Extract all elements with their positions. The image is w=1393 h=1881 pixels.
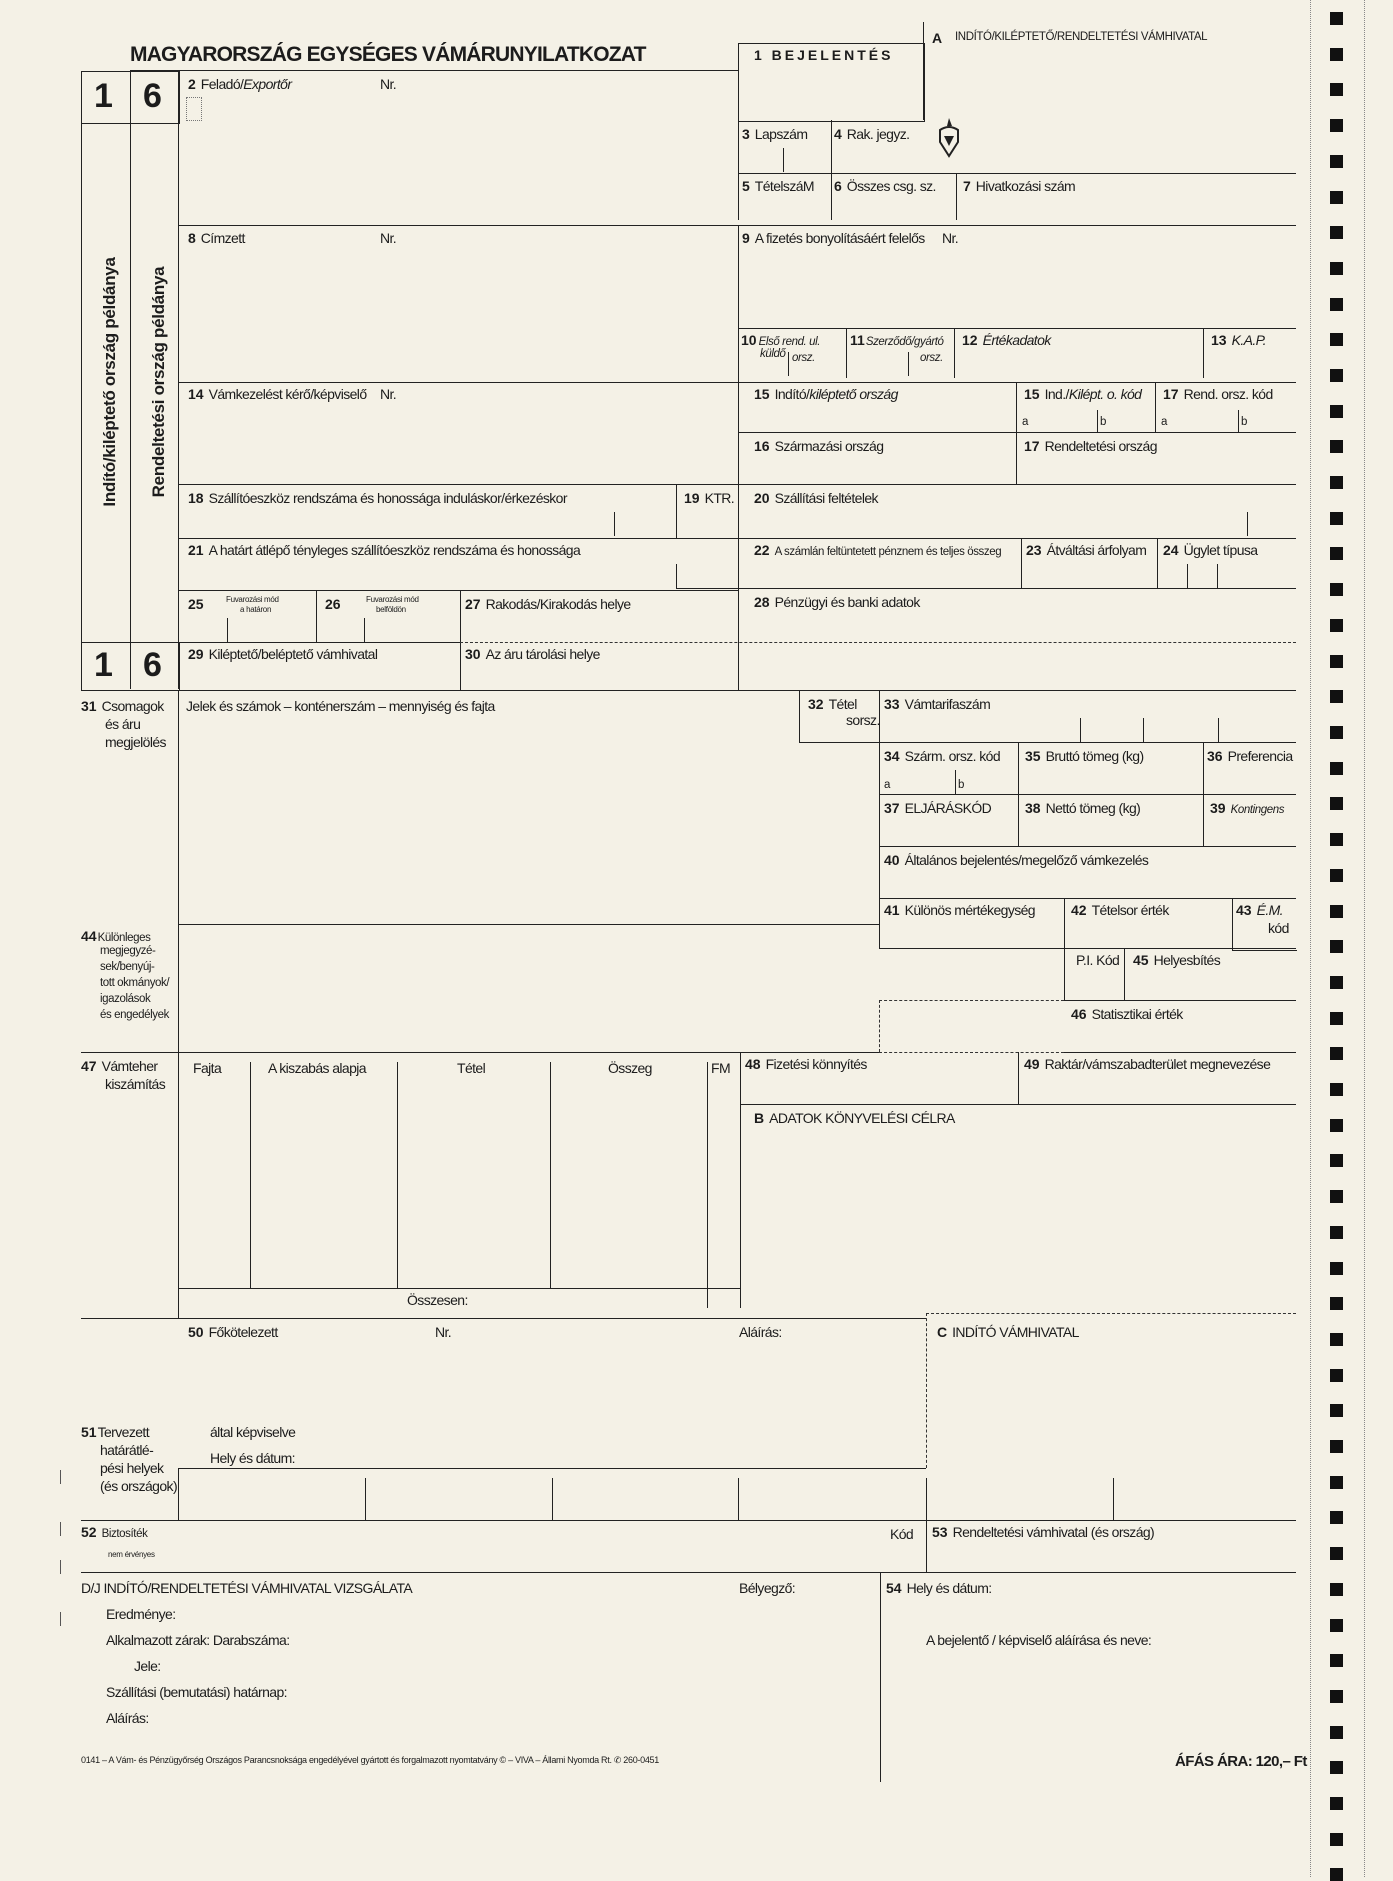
feed-hole — [1330, 1761, 1343, 1774]
feed-hole — [1330, 1654, 1343, 1667]
feed-hole — [1330, 440, 1343, 453]
field-36-preference[interactable]: 36 Preferencia — [1207, 748, 1293, 764]
side-label-exporting-country-copy: Indító/kiléptető ország példánya — [100, 257, 119, 507]
tractor-feed-strip — [1330, 0, 1350, 1877]
feed-hole — [1330, 1868, 1343, 1881]
field-53-destination-office[interactable]: 53 Rendeltetési vámhivatal (és ország) — [932, 1524, 1155, 1540]
field-38-net-mass[interactable]: 38 Nettó tömeg (kg) — [1025, 800, 1141, 816]
dj-seal-marks[interactable]: Jele: — [134, 1658, 161, 1674]
field-46-statistical-value[interactable]: 46 Statisztikai érték — [1071, 1006, 1183, 1022]
field-44-line5: igazolások — [100, 993, 151, 1005]
field-34-origin-code[interactable]: 34 Szárm. orsz. kód — [884, 748, 1001, 764]
field-26-line1: Fuvarozási mód — [366, 595, 419, 604]
field-dj-control[interactable]: D/J INDÍTÓ/RENDELTETÉSI VÁMHIVATAL VIZSGÁLATA — [81, 1580, 413, 1596]
field-31-packages[interactable]: 31 Csomagok — [81, 698, 164, 714]
feed-hole — [1330, 1797, 1343, 1810]
feed-hole — [1330, 690, 1343, 703]
feed-hole — [1330, 547, 1343, 560]
field-13-cap[interactable]: 13 K.A.P. — [1211, 332, 1266, 348]
field-37-procedure-code[interactable]: 37 ELJÁRÁSKÓD — [884, 800, 992, 816]
sub-b-17: b — [1241, 416, 1247, 428]
feed-hole — [1330, 655, 1343, 668]
feed-hole — [1330, 512, 1343, 525]
feed-hole — [1330, 298, 1343, 311]
field-7-reference-number[interactable]: 7 Hivatkozási szám — [963, 178, 1076, 194]
field-51-line3: pési helyek — [100, 1460, 164, 1476]
field-9-payment-responsible[interactable]: 9 A fizetés bonyolításáért felelős — [742, 230, 925, 246]
field-17-country-destination[interactable]: 17 Rendeltetési ország — [1024, 438, 1157, 454]
col-type: Fajta — [193, 1060, 222, 1076]
field-47-duty-calculation[interactable]: 47 Vámteher — [81, 1058, 158, 1074]
field-21-active-transport[interactable]: 21 A határt átlépő tényleges szállítóeszköz rendszáma és honossága — [188, 542, 581, 558]
feed-hole — [1330, 1833, 1343, 1846]
field-26-line2: belföldön — [376, 605, 406, 614]
field-11-line2: orsz. — [920, 352, 943, 364]
feed-hole — [1330, 12, 1343, 25]
side-label-destination-country-copy: Rendeltetési ország példánya — [149, 266, 168, 498]
field-15-dispatch-code[interactable]: 15 Ind./Kilépt. o. kód — [1024, 386, 1142, 402]
feed-hole — [1330, 1690, 1343, 1703]
perforation-line — [1310, 0, 1311, 1877]
field-50-nr: Nr. — [435, 1324, 452, 1340]
pi-code-label: P.I. Kód — [1076, 952, 1120, 968]
feed-hole — [1330, 1297, 1343, 1310]
feed-hole — [1330, 1154, 1343, 1167]
feed-hole — [1330, 83, 1343, 96]
feed-hole — [1330, 940, 1343, 953]
field-14-declarant[interactable]: 14 Vámkezelést kérő/képviselő — [188, 386, 367, 402]
feed-hole — [1330, 1476, 1343, 1489]
field-10-line2: küldő — [760, 348, 786, 360]
field-10-first-destination[interactable]: 10 Első rend. ul. — [741, 332, 821, 348]
feed-hole — [1330, 405, 1343, 418]
field-51-line2: határátlé- — [100, 1442, 154, 1458]
field-44-line6: és engedélyek — [100, 1009, 169, 1021]
field-2-nr: Nr. — [380, 76, 397, 92]
copy-number-left-top: 1 — [94, 77, 113, 115]
col-tax-base: A kiszabás alapja — [268, 1060, 366, 1076]
feed-hole — [1330, 1369, 1343, 1382]
field-27-loading-place[interactable]: 27 Rakodás/Kirakodás helye — [465, 596, 631, 612]
field-10-line3: orsz. — [792, 352, 815, 364]
field-31-line2: és áru — [105, 716, 141, 732]
field-14-nr: Nr. — [380, 386, 397, 402]
field-49-warehouse[interactable]: 49 Raktár/vámszabadterület megnevezése — [1024, 1056, 1271, 1072]
field-12-value-details[interactable]: 12 Értékadatok — [962, 332, 1051, 348]
field-15-country-dispatch[interactable]: 15 Indító/kiléptető ország — [754, 386, 898, 402]
field-24-transaction-type[interactable]: 24 Ügylet típusa — [1163, 542, 1258, 558]
sub-b-15: b — [1100, 416, 1106, 428]
field-44-line2: megjegyzé- — [100, 945, 156, 957]
feed-hole — [1330, 1583, 1343, 1596]
field-20-delivery-terms[interactable]: 20 Szállítási feltételek — [754, 490, 878, 506]
feed-hole — [1330, 1119, 1343, 1132]
field-42-item-price[interactable]: 42 Tételsor érték — [1071, 902, 1169, 918]
field-22-currency-amount[interactable]: 22 A számlán feltüntetett pénznem és teljes összeg — [754, 542, 1002, 558]
sub-a-15: a — [1022, 416, 1028, 428]
field-52-guarantee[interactable]: 52 Biztosíték — [81, 1524, 148, 1540]
field-52-code: Kód — [890, 1526, 914, 1542]
box-1-label: 1 BEJELENTÉS — [754, 47, 894, 63]
field-29-exit-office[interactable]: 29 Kiléptető/beléptető vámhivatal — [188, 646, 378, 662]
feed-hole — [1330, 119, 1343, 132]
feed-hole — [1330, 619, 1343, 632]
field-31-description: Jelek és számok – konténerszám – mennyiség és fajta — [186, 698, 495, 714]
field-54-declarant-signature[interactable]: A bejelentő / képviselő aláírása és neve: — [926, 1632, 1152, 1648]
field-4-loading-list[interactable]: 4 Rak. jegyz. — [834, 126, 910, 142]
feed-hole — [1330, 1262, 1343, 1275]
col-mp: FM — [711, 1060, 731, 1076]
field-b-accounting[interactable]: B ADATOK KÖNYVELÉSI CÉLRA — [754, 1110, 955, 1126]
total-label: Összesen: — [407, 1292, 468, 1308]
feed-hole — [1330, 155, 1343, 168]
feed-hole — [1330, 869, 1343, 882]
field-c-departure-office[interactable]: C INDÍTÓ VÁMHIVATAL — [937, 1324, 1079, 1340]
field-54-place-date[interactable]: 54 Hely és dátum: — [886, 1580, 992, 1596]
field-51-transit-offices[interactable]: 51Tervezett — [81, 1424, 149, 1440]
dj-time-limit[interactable]: Szállítási (bemutatási) határnap: — [106, 1684, 287, 1700]
field-23-exchange-rate[interactable]: 23 Átváltási árfolyam — [1026, 542, 1147, 558]
field-50-signature[interactable]: Aláírás: — [739, 1324, 782, 1340]
field-43-line2: kód — [1268, 920, 1289, 936]
field-6-total-packages[interactable]: 6 Összes csg. sz. — [834, 178, 936, 194]
field-48-deferred-payment[interactable]: 48 Fizetési könnyítés — [745, 1056, 867, 1072]
field-32-item-number[interactable]: 32 Tétel — [808, 696, 857, 712]
stamp-label: Bélyegző: — [739, 1580, 796, 1596]
footer-price: ÁFÁS ÁRA: 120,– Ft — [1175, 1753, 1307, 1770]
dj-signature[interactable]: Aláírás: — [106, 1710, 149, 1726]
feed-hole — [1330, 1190, 1343, 1203]
sub-a-17: a — [1161, 416, 1167, 428]
field-8-nr: Nr. — [380, 230, 397, 246]
feed-hole — [1330, 476, 1343, 489]
field-25-mode-border[interactable]: 25 — [188, 596, 204, 612]
field-45-adjustment[interactable]: 45 Helyesbítés — [1133, 952, 1221, 968]
field-47-line2: kiszámítás — [105, 1076, 166, 1092]
field-33-commodity-code[interactable]: 33 Vámtarifaszám — [884, 696, 991, 712]
dj-result[interactable]: Eredménye: — [106, 1606, 176, 1622]
field-50-represented-by: által képviselve — [210, 1424, 296, 1440]
field-32-line2: sorsz. — [846, 712, 880, 728]
field-17-destination-code[interactable]: 17 Rend. orsz. kód — [1163, 386, 1273, 402]
feed-hole — [1330, 1404, 1343, 1417]
field-50-place-date[interactable]: Hely és dátum: — [210, 1450, 295, 1466]
feed-hole — [1330, 1440, 1343, 1453]
sub-b-34: b — [958, 779, 964, 791]
box-a-label: INDÍTÓ/KILÉPTETŐ/RENDELTETÉSI VÁMHIVATAL — [955, 31, 1208, 43]
state-emblem-icon — [934, 116, 964, 162]
field-51-line4: (és országok) — [100, 1478, 178, 1494]
field-28-financial-data[interactable]: 28 Pénzügyi és banki adatok — [754, 594, 920, 610]
form-title: MAGYARORSZÁG EGYSÉGES VÁMÁRUNYILATKOZAT — [130, 43, 646, 66]
field-3-sheet-number[interactable]: 3 Lapszám — [742, 126, 808, 142]
field-35-gross-mass[interactable]: 35 Bruttó tömeg (kg) — [1025, 748, 1144, 764]
feed-hole — [1330, 976, 1343, 989]
field-41-supplementary-units[interactable]: 41 Különös mértékegység — [884, 902, 1035, 918]
field-18-transport-identity[interactable]: 18 Szállítóeszköz rendszáma és honossága induláskor/érkezéskor — [188, 490, 567, 506]
feed-hole — [1330, 1333, 1343, 1346]
field-5-items[interactable]: 5 TételszáM — [742, 178, 814, 194]
feed-hole — [1330, 1726, 1343, 1739]
feed-hole — [1330, 1226, 1343, 1239]
feed-hole — [1330, 762, 1343, 775]
field-40-previous-document[interactable]: 40 Általános bejelentés/megelőző vámkezelés — [884, 852, 1149, 868]
field-26-mode-inland[interactable]: 26 — [325, 596, 341, 612]
feed-hole — [1330, 226, 1343, 239]
field-44-additional-info[interactable]: 44Különleges — [81, 928, 151, 944]
field-44-line3: sek/benyúj- — [100, 961, 155, 973]
feed-hole — [1330, 1619, 1343, 1632]
field-16-country-origin[interactable]: 16 Származási ország — [754, 438, 884, 454]
feed-hole — [1330, 1511, 1343, 1524]
footer-print-note: 0141 – A Vám- és Pénzügyőrség Országos Parancsnoksága engedélyével gyártott és forgalmazott nyomtatvány © – VIVA – Állami Nyomda Rt. ✆ 260-0451 — [81, 1755, 659, 1765]
field-44-line4: tott okmányok/ — [100, 977, 170, 989]
col-amount: Összeg — [608, 1060, 652, 1076]
field-50-principal[interactable]: 50 Főkötelezett — [188, 1324, 278, 1340]
copy-number-left-bottom: 1 — [94, 646, 113, 684]
feed-hole — [1330, 833, 1343, 846]
field-52-line2: nem érvényes — [108, 1550, 155, 1559]
field-19-container[interactable]: 19 KTR. — [684, 490, 735, 506]
field-31-line3: megjelölés — [105, 734, 166, 750]
sub-a-34: a — [884, 779, 890, 791]
field-25-line2: a határon — [240, 605, 272, 614]
field-39-quota[interactable]: 39 Kontingens — [1210, 800, 1285, 816]
feed-hole — [1330, 191, 1343, 204]
field-43-valuation-method[interactable]: 43 É.M. — [1236, 902, 1283, 918]
feed-hole — [1330, 262, 1343, 275]
feed-hole — [1330, 1047, 1343, 1060]
feed-hole — [1330, 369, 1343, 382]
dj-seals[interactable]: Alkalmazott zárak: Darabszáma: — [106, 1632, 290, 1648]
feed-hole — [1330, 333, 1343, 346]
col-rate: Tétel — [457, 1060, 486, 1076]
field-2-consignor[interactable]: 2 Feladó/Exportőr — [188, 76, 292, 92]
field-11-trading-country[interactable]: 11Szerződő/gyártó — [850, 332, 944, 348]
field-30-goods-location[interactable]: 30 Az áru tárolási helye — [465, 646, 600, 662]
feed-hole — [1330, 1547, 1343, 1560]
feed-hole — [1330, 1083, 1343, 1096]
feed-hole — [1330, 48, 1343, 61]
copy-number-right-top: 6 — [143, 77, 162, 115]
field-9-nr: Nr. — [942, 230, 959, 246]
feed-hole — [1330, 1012, 1343, 1025]
field-8-consignee[interactable]: 8 Címzett — [188, 230, 245, 246]
feed-hole — [1330, 905, 1343, 918]
field-25-line1: Fuvarozási mód — [226, 595, 279, 604]
box-a-letter: A — [932, 30, 942, 46]
field-2-checkbox[interactable] — [186, 97, 202, 121]
feed-hole — [1330, 583, 1343, 596]
copy-number-right-bottom: 6 — [143, 646, 162, 684]
feed-hole — [1330, 726, 1343, 739]
perforation-line-right — [1364, 0, 1365, 1877]
feed-hole — [1330, 797, 1343, 810]
